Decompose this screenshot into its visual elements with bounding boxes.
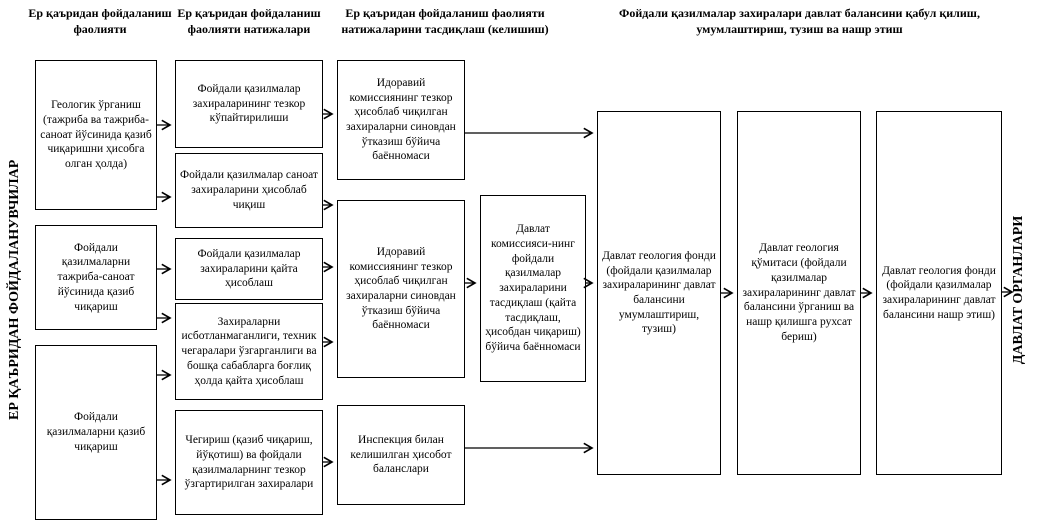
right-vertical-label-state-organs: ДАВЛАТ ОРГАНЛАРИ [1011, 215, 1026, 365]
left-vertical-label-subsoil-users: ЕР ҚАЪРИДАН ФОЙДАЛАНУВЧИЛАР [7, 159, 22, 420]
node-state-geology-fund-consolidate: Давлат геология фонди (фойдали қазилмалар захираларининг давлат балансини умумлаштириш, тузиш) [597, 111, 721, 475]
node-state-geology-fund-publish: Давлат геология фонди (фойдали қазилмалар захираларининг давлат балансини нашр этиш) [876, 111, 1002, 475]
node-agency-commission-protocol-main: Идоравий комиссиянинг тезкор ҳисоблаб чиқилган захираларни синовдан ўтказиш бўйича баённомаси [337, 200, 465, 378]
node-state-commission-protocol: Давлат комиссияси-нинг фойдали қазилмалар захираларини тасдиқлаш (қайта тасдиқлаш, ҳисобдан чиқариш) бўйича баённомаси [480, 195, 586, 382]
node-state-geology-committee: Давлат геология қўмитаси (фойдали қазилмалар захираларининг давлат балансини ўрганиш ва нашр қилишга рухсат бериш) [737, 111, 861, 475]
node-reserves-recalculation: Фойдали қазилмалар захираларини қайта ҳисоблаш [175, 238, 323, 300]
node-recalculation-unproven-reserves: Захираларни исботланмаганлиги, техник чегаралари ўзгарганлиги ва бошқа сабабларга боғлиқ ҳолда қайта ҳисоблаш [175, 303, 323, 400]
node-pilot-industrial-extraction: Фойдали қазилмаларни тажриба-саноат йўсинида қазиб чиқариш [35, 225, 157, 330]
header-state-balance-process: Фойдали қазилмалар захиралари давлат балансини қабул қилиш, умумлаштириш, тузиш ва нашр этиш [619, 6, 980, 36]
header-subsoil-users-activity: Ер қаъридан фойдаланиш фаолияти [28, 6, 172, 36]
header-activity-results: Ер қаъридан фойдаланиш фаолияти натижалари [177, 6, 321, 36]
node-inspection-agreed-balances: Инспекция билан келишилган ҳисобот баланслари [337, 405, 465, 505]
node-deducted-adjusted-reserves: Чегириш (қазиб чиқариш, йўқотиш) ва фойдали қазилмаларнинг тезкор ўзгартирилган захиралари [175, 410, 323, 515]
node-agency-commission-protocol-top: Идоравий комиссиянинг тезкор ҳисоблаб чиқилган захираларни синовдан ўтказиш бўйича баённомаси [337, 60, 465, 180]
node-rapid-increase-of-reserves: Фойдали қазилмалар захираларининг тезкор кўпайтирилиши [175, 60, 323, 148]
header-results-approval: Ер қаъридан фойдаланиш фаолияти натижаларини тасдиқлаш (келишиш) [341, 6, 549, 36]
node-industrial-reserves-calculation: Фойдали қазилмалар саноат захираларини ҳисоблаб чиқиш [175, 153, 323, 228]
node-mineral-extraction: Фойдали қазилмаларни қазиб чиқариш [35, 345, 157, 520]
node-geological-study: Геологик ўрганиш (тажриба ва тажриба-саноат йўсинида қазиб чиқаришни ҳисобга олган ҳолда) [35, 60, 157, 210]
